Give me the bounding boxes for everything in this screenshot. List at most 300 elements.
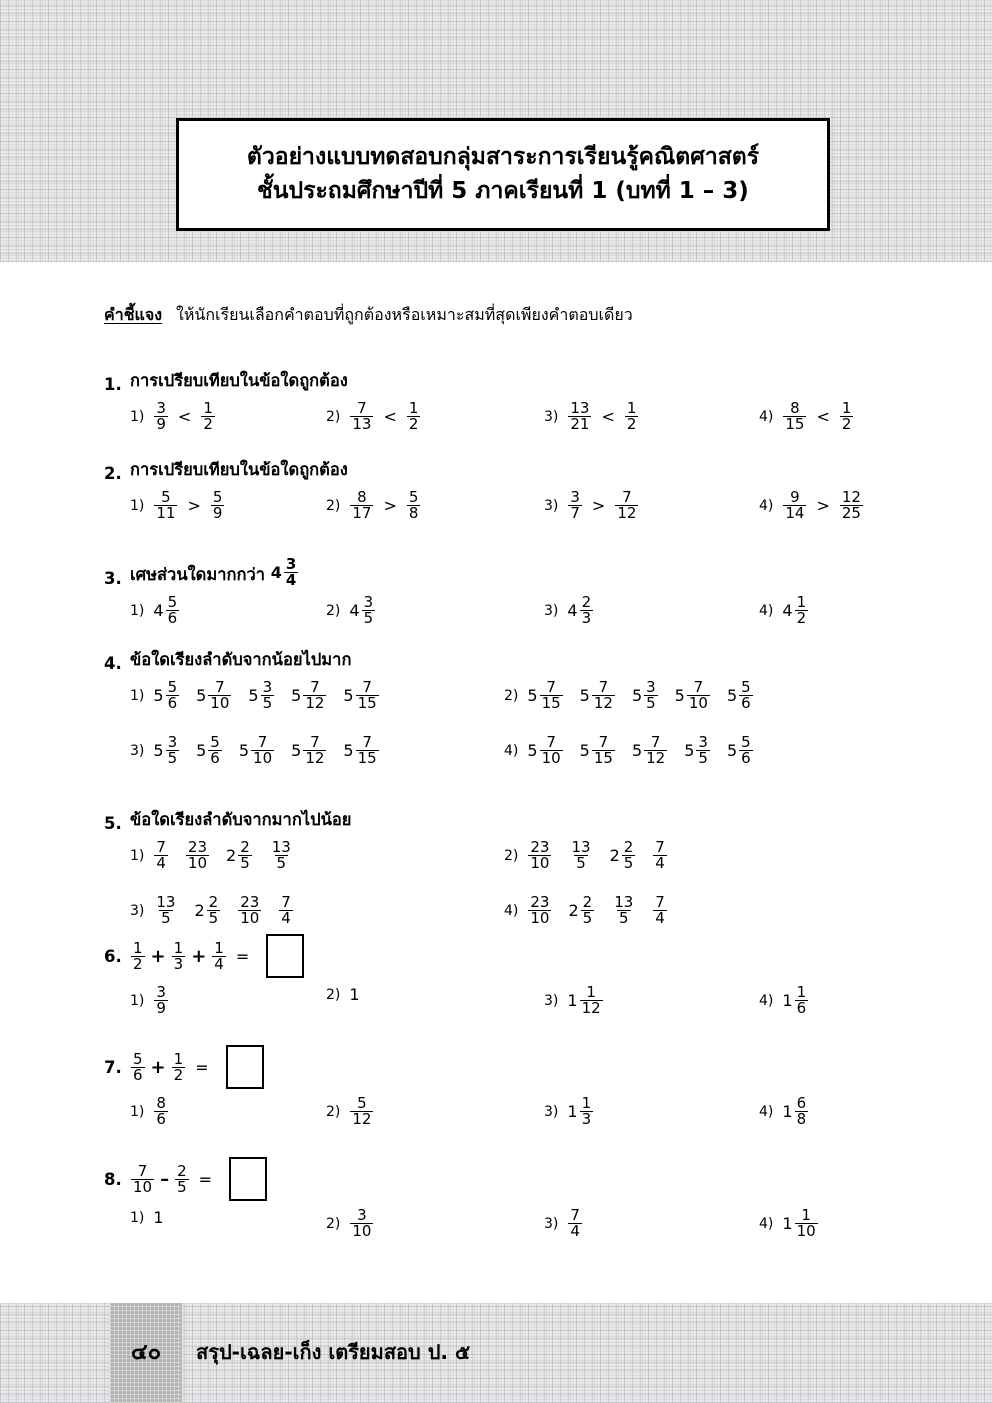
fraction-denominator: 3 [173, 954, 184, 973]
question-block [104, 1045, 894, 1138]
fraction-numerator: 13 [156, 893, 176, 911]
option-label: 2) [326, 408, 341, 425]
answer-option[interactable] [504, 840, 684, 871]
instruction-line [104, 303, 633, 328]
whole-part: 5 [291, 741, 302, 760]
operator: < [816, 407, 830, 426]
fraction-denominator: 2 [173, 1065, 184, 1084]
fraction-denominator: 4 [214, 954, 224, 973]
mixed-number [226, 840, 253, 871]
instruction-text: ให้นักเรียนเลือกคำตอบที่ถูกต้องหรือเหมาะสมที่สุดเพียงคำตอบเดียว [176, 305, 633, 324]
fraction-denominator: 12 [305, 749, 325, 767]
answer-option[interactable] [130, 490, 225, 521]
whole-part: 5 [579, 686, 590, 705]
fraction-numerator: 1 [796, 593, 807, 611]
question-heading [104, 807, 894, 833]
fraction-denominator: 12 [646, 749, 666, 767]
whole-part: 1 [782, 991, 793, 1010]
option-label: 1) [130, 497, 145, 514]
fraction-denominator: 21 [570, 415, 590, 433]
whole-part: 4 [349, 601, 360, 620]
mixed-number [343, 735, 379, 766]
fraction [356, 680, 379, 711]
answer-option[interactable] [504, 735, 770, 766]
question-number: 3. [104, 569, 122, 588]
fraction-numerator: 7 [546, 733, 556, 751]
fraction-denominator: 5 [576, 854, 586, 872]
answer-box[interactable] [226, 1045, 264, 1089]
fraction-numerator: 7 [622, 488, 632, 506]
fraction-denominator: 5 [623, 854, 634, 872]
fraction-numerator: 7 [650, 733, 661, 751]
operator: < [177, 407, 192, 426]
fraction [211, 490, 225, 521]
fraction-denominator: 5 [208, 909, 219, 927]
fraction-numerator: 7 [362, 733, 372, 751]
options-row [104, 1208, 894, 1250]
mixed-number [269, 840, 294, 871]
fraction-numerator: 7 [137, 1161, 148, 1180]
fraction-numerator: 5 [741, 678, 751, 696]
question-number: 2. [104, 464, 122, 483]
question-block [104, 368, 894, 443]
fraction-denominator: 10 [187, 854, 208, 872]
fraction-denominator: 12 [305, 694, 325, 712]
answer-option[interactable] [326, 1096, 374, 1127]
option-label: 4) [759, 408, 774, 425]
answer-option[interactable] [544, 985, 604, 1016]
fraction [208, 735, 222, 766]
fraction-denominator: 9 [156, 999, 166, 1017]
fraction-denominator: 6 [167, 609, 178, 627]
question-heading [104, 934, 894, 978]
whole-part: 5 [726, 686, 738, 705]
whole-part: 2 [609, 846, 620, 865]
fraction-denominator: 3 [581, 609, 592, 627]
question-text: ข้อใดเรียงลำดับจากน้อยไปมาก [130, 650, 352, 669]
options-row [104, 735, 894, 783]
fraction-denominator: 9 [212, 504, 223, 522]
fraction [350, 1208, 373, 1239]
fraction-denominator: 5 [646, 694, 656, 712]
option-label: 4) [759, 602, 774, 619]
mixed-number [652, 895, 668, 926]
fraction-numerator: 8 [790, 399, 800, 417]
fraction-denominator: 15 [357, 694, 377, 712]
answer-option[interactable] [130, 840, 310, 871]
mixed-number [153, 735, 180, 766]
answer-option[interactable] [326, 595, 376, 626]
fraction-denominator: 12 [617, 504, 637, 522]
operator: + [150, 945, 166, 967]
options-row [104, 401, 894, 443]
fraction-numerator: 1 [796, 983, 807, 1001]
question-block [104, 934, 894, 1027]
mixed-number [349, 1096, 374, 1127]
fraction-denominator: 11 [156, 504, 176, 522]
fraction-numerator: 5 [167, 593, 178, 611]
fraction-numerator: 2 [582, 893, 593, 911]
answer-option[interactable] [759, 401, 854, 432]
fraction [238, 840, 252, 871]
mixed-number [196, 735, 223, 766]
fraction-numerator: 5 [408, 488, 419, 506]
fraction-numerator: 8 [357, 488, 367, 506]
fraction-denominator: 5 [276, 854, 287, 872]
fraction-denominator: 5 [262, 694, 273, 712]
question-heading [104, 1157, 894, 1201]
fraction-denominator: 6 [167, 694, 178, 712]
mixed-number [153, 840, 169, 871]
fraction [783, 401, 806, 432]
fraction-numerator: 23 [240, 893, 260, 911]
fraction [303, 735, 326, 766]
fraction-denominator: 10 [530, 854, 550, 872]
operator: < [383, 407, 397, 426]
options-row [104, 680, 894, 728]
fraction [131, 1049, 145, 1084]
operator: > [816, 496, 830, 515]
fraction-numerator: 7 [546, 678, 556, 696]
fraction-numerator: 1 [801, 1206, 811, 1224]
question-number: 1. [104, 375, 122, 394]
fraction [653, 840, 667, 871]
operator: + [150, 1056, 166, 1078]
answer-option[interactable] [504, 895, 684, 926]
fraction [625, 401, 639, 432]
operator: > [383, 496, 397, 515]
question-heading [104, 1045, 894, 1089]
option-label: 2) [504, 687, 519, 704]
fraction-denominator: 2 [626, 415, 637, 433]
fraction-numerator: 7 [598, 733, 609, 751]
fraction-numerator: 2 [623, 838, 634, 856]
answer-option[interactable] [326, 985, 360, 1004]
mixed-number [153, 1096, 169, 1127]
fraction-denominator: 5 [167, 749, 178, 767]
mixed-number [278, 895, 294, 926]
question-number: 4. [104, 654, 122, 673]
option-label: 3) [544, 602, 559, 619]
answer-option[interactable] [759, 985, 809, 1016]
option-label: 1) [130, 847, 145, 864]
fraction-numerator: 3 [363, 593, 374, 611]
fraction [581, 895, 595, 926]
mixed-number [611, 895, 636, 926]
operator: > [591, 496, 606, 515]
mixed-number [153, 595, 180, 626]
fraction [622, 840, 636, 871]
option-label: 2) [326, 1215, 341, 1232]
mixed-number [527, 735, 563, 766]
option-label: 2) [326, 602, 341, 619]
fraction-denominator: 5 [618, 909, 629, 927]
answer-option[interactable] [130, 401, 216, 432]
fraction-denominator: 12 [581, 999, 601, 1017]
fraction-numerator: 7 [310, 678, 320, 696]
answer-option[interactable] [130, 1208, 164, 1227]
fraction [208, 680, 231, 711]
whole-part: 5 [196, 741, 207, 760]
option-label: 1) [130, 1209, 145, 1226]
fraction [795, 595, 809, 626]
fraction-numerator: 1 [173, 1049, 184, 1068]
fraction [350, 490, 373, 521]
whole-part: 4 [153, 601, 164, 620]
answer-option[interactable] [130, 680, 396, 711]
fraction [238, 895, 261, 926]
fraction-denominator: 6 [741, 749, 751, 767]
fraction-numerator: 7 [281, 893, 291, 911]
option-label: 2) [326, 1103, 341, 1120]
fraction [212, 938, 226, 973]
answer-option[interactable] [544, 1208, 583, 1239]
whole-part: 5 [291, 686, 302, 705]
fraction [644, 735, 667, 766]
mixed-number [632, 680, 659, 711]
fraction-numerator: 7 [156, 838, 166, 856]
whole-part: 5 [196, 686, 207, 705]
option-label: 1) [130, 992, 145, 1009]
fraction-numerator: 7 [598, 678, 609, 696]
answer-option[interactable] [130, 985, 169, 1016]
fraction [279, 895, 293, 926]
question-block [104, 647, 894, 783]
fraction [407, 490, 421, 521]
answer-option[interactable] [759, 490, 864, 521]
fraction-numerator: 3 [262, 678, 273, 696]
fraction-numerator: 5 [161, 488, 171, 506]
fraction-denominator: 5 [698, 749, 708, 767]
option-label: 4) [759, 1215, 774, 1232]
question-heading [104, 457, 894, 483]
answer-box[interactable] [266, 934, 304, 978]
mixed-number [349, 595, 376, 626]
answer-option[interactable] [759, 1096, 809, 1127]
page-title-box [176, 118, 830, 231]
answer-box[interactable] [229, 1157, 267, 1201]
fraction-denominator: 7 [570, 504, 580, 522]
mixed-number [527, 895, 552, 926]
answer-option[interactable] [130, 1096, 169, 1127]
page-number: ๔๐ [130, 1340, 162, 1365]
mixed-number [239, 735, 275, 766]
answer-option[interactable] [326, 490, 421, 521]
fraction [251, 735, 274, 766]
fraction-denominator: 25 [841, 504, 861, 522]
fraction [795, 985, 809, 1016]
whole-part: 5 [343, 686, 354, 705]
fraction [270, 840, 293, 871]
fraction-numerator: 2 [208, 893, 219, 911]
answer-option[interactable] [130, 895, 310, 926]
instruction-label: คำชี้แจง [104, 305, 163, 324]
fraction [795, 1096, 809, 1127]
fraction-numerator: 13 [571, 838, 591, 856]
fraction-numerator: 13 [271, 838, 291, 856]
fraction [644, 680, 658, 711]
fraction-numerator: 13 [614, 893, 634, 911]
fraction-denominator: 4 [156, 854, 166, 872]
fraction-numerator: 1 [626, 399, 637, 417]
fraction-numerator: 5 [133, 1049, 143, 1068]
fraction-denominator: 9 [156, 415, 166, 433]
answer-option[interactable] [544, 401, 639, 432]
fraction-denominator: 17 [352, 504, 372, 522]
fraction-denominator: 6 [741, 694, 751, 712]
option-label: 2) [326, 986, 341, 1003]
mixed-number [527, 680, 563, 711]
fraction-denominator: 10 [530, 909, 550, 927]
fraction-numerator: 6 [796, 1094, 807, 1112]
fraction [568, 490, 582, 521]
mixed-number [349, 1208, 374, 1239]
fraction-numerator: 1 [133, 938, 143, 957]
fraction [175, 1161, 189, 1196]
mixed-number [782, 595, 809, 626]
fraction-denominator: 5 [363, 609, 374, 627]
fraction [612, 895, 635, 926]
fraction-numerator: 23 [187, 838, 208, 856]
fraction-numerator: 5 [357, 1094, 367, 1112]
fraction [166, 735, 180, 766]
fraction-numerator: 3 [357, 1206, 367, 1224]
answer-option[interactable] [504, 680, 770, 711]
fraction [172, 1049, 186, 1084]
fraction-denominator: 15 [541, 694, 561, 712]
footer-title: สรุป-เฉลย-เก็ง เตรียมสอบ ป. ๕ [196, 1340, 471, 1364]
answer-option[interactable] [544, 1096, 594, 1127]
whole-part: 5 [579, 741, 590, 760]
fraction [154, 490, 177, 521]
fraction [592, 735, 615, 766]
fraction-denominator: 4 [655, 909, 665, 927]
fraction-numerator: 12 [841, 488, 861, 506]
operator: – [160, 1168, 170, 1190]
options-row [104, 985, 894, 1027]
whole-part: 1 [782, 1214, 793, 1233]
fraction-numerator: 5 [210, 733, 220, 751]
fraction [131, 938, 145, 973]
option-label: 2) [504, 847, 519, 864]
answer-option[interactable] [759, 595, 809, 626]
question-number: 8. [104, 1169, 122, 1189]
fraction [540, 735, 563, 766]
mixed-number [291, 680, 327, 711]
fraction-numerator: 5 [741, 733, 751, 751]
fraction [528, 895, 551, 926]
question-block [104, 1157, 894, 1250]
mixed-number [568, 895, 595, 926]
answer-option[interactable] [544, 490, 639, 521]
answer-option[interactable] [326, 401, 421, 432]
fraction [615, 490, 638, 521]
whole-part: 2 [194, 901, 205, 920]
fraction-denominator: 5 [161, 909, 171, 927]
option-label: 3) [544, 992, 559, 1009]
whole-part: 2 [226, 846, 237, 865]
answer-option[interactable] [130, 735, 396, 766]
options-row [104, 490, 894, 532]
whole-part: 1 [567, 1102, 578, 1121]
whole-part: 2 [568, 901, 579, 920]
fraction-numerator: 3 [156, 399, 166, 417]
answer-option[interactable] [130, 595, 180, 626]
mixed-number [271, 557, 300, 588]
whole-part: 5 [343, 741, 354, 760]
option-label: 3) [544, 1103, 559, 1120]
fraction-denominator: 5 [582, 909, 593, 927]
question-heading [104, 647, 894, 673]
fraction-numerator: 2 [581, 593, 592, 611]
fraction [261, 680, 275, 711]
fraction [356, 735, 379, 766]
answer-option[interactable] [326, 1208, 374, 1239]
options-row [104, 595, 894, 637]
question-block [104, 557, 894, 637]
fraction-denominator: 5 [240, 854, 250, 872]
fraction-numerator: 3 [285, 555, 297, 573]
answer-option[interactable] [759, 1208, 819, 1239]
question-heading [104, 368, 894, 394]
mixed-number [153, 680, 180, 711]
fraction [154, 895, 177, 926]
fraction-denominator: 12 [593, 694, 613, 712]
fraction-denominator: 4 [570, 1222, 580, 1240]
fraction-denominator: 6 [133, 1065, 143, 1084]
fraction-denominator: 2 [796, 609, 807, 627]
fraction [795, 1208, 818, 1239]
fraction-numerator: 1 [581, 1094, 592, 1112]
fraction [166, 595, 180, 626]
fraction [303, 680, 326, 711]
fraction [350, 401, 373, 432]
whole-part: 4 [270, 563, 282, 582]
operator: = [235, 946, 250, 966]
fraction-numerator: 2 [240, 838, 250, 856]
whole-part: 5 [726, 741, 738, 760]
page-title-line-1: ตัวอย่างแบบทดสอบกลุ่มสาระการเรียนรู้คณิตศาสตร์ [246, 144, 760, 171]
fraction [528, 840, 551, 871]
fraction [284, 557, 298, 588]
fraction-denominator: 10 [133, 1177, 153, 1196]
option-label: 4) [504, 742, 519, 759]
whole-part: 5 [684, 741, 695, 760]
mixed-number [782, 1096, 809, 1127]
fraction-denominator: 10 [352, 1222, 372, 1240]
fraction-denominator: 15 [593, 749, 613, 767]
whole-part: 4 [782, 601, 793, 620]
whole-part: 1 [782, 1102, 793, 1121]
fraction-denominator: 10 [541, 749, 561, 767]
fraction [580, 985, 603, 1016]
fraction [840, 401, 854, 432]
fraction-numerator: 13 [570, 399, 590, 417]
answer-option[interactable] [544, 595, 594, 626]
fraction [407, 401, 421, 432]
mixed-number [343, 680, 379, 711]
question-block [104, 807, 894, 943]
whole-part: 5 [631, 686, 643, 705]
mixed-number [237, 895, 262, 926]
fraction-denominator: 3 [581, 1110, 592, 1128]
fraction-numerator: 1 [586, 983, 596, 1001]
fraction-denominator: 15 [357, 749, 377, 767]
whole-part: 5 [153, 741, 164, 760]
whole-part: 5 [527, 686, 538, 705]
fraction-numerator: 23 [530, 838, 550, 856]
fraction-numerator: 1 [408, 399, 419, 417]
